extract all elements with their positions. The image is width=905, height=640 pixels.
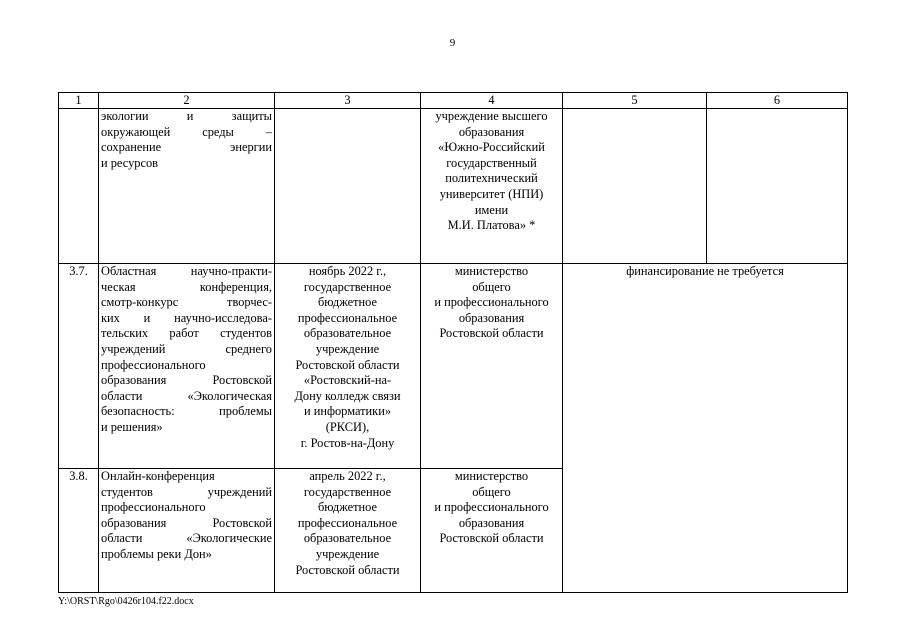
- text-line: общего: [472, 279, 511, 294]
- text-line: образования: [458, 124, 525, 139]
- text-line: Ростовской области: [439, 531, 544, 546]
- text-line: и ресурсов: [101, 155, 159, 170]
- text-line: политехнический: [445, 171, 538, 186]
- responsible-cell: [421, 469, 563, 593]
- text-line: и решения»: [101, 419, 163, 434]
- text-line: образования Ростовской: [101, 515, 272, 530]
- text-line: образования: [458, 515, 525, 530]
- events-table: [58, 92, 848, 593]
- col6-cell: [707, 109, 848, 264]
- text-line: ческая конференция,: [101, 279, 272, 294]
- text-line: учреждение: [315, 341, 380, 356]
- text-line: профессионального: [101, 500, 206, 515]
- number-cell: [59, 109, 99, 264]
- text-line: профессиональное: [297, 515, 398, 530]
- text-line: апрель 2022 г.,: [309, 469, 386, 483]
- text-line: профессиональное: [297, 310, 398, 325]
- text-line: бюджетное: [317, 295, 378, 310]
- text-line: образования Ростовской: [101, 373, 272, 388]
- text-line: окружающей среды –: [101, 124, 272, 139]
- header-cell: 6: [707, 93, 848, 109]
- text-line: государственный: [446, 155, 537, 170]
- file-path-footer: Y:\ORST\Rgo\0426r104.f22.docx: [58, 596, 194, 607]
- text-line: области «Экологические: [101, 531, 272, 546]
- responsible-cell: [421, 264, 563, 469]
- col5-cell: [563, 109, 707, 264]
- continuation-row: [59, 109, 848, 264]
- responsible-cell: [421, 109, 563, 264]
- text-line: Дону колледж связи: [294, 388, 401, 403]
- header-cell: 2: [99, 93, 275, 109]
- text-line: ких и научно-исследова-: [101, 310, 272, 325]
- text-line: Онлайн-конференция: [101, 469, 215, 483]
- text-line: общего: [472, 484, 511, 499]
- text-line: Ростовской области: [439, 326, 544, 341]
- text-line: образования: [458, 310, 525, 325]
- text-line: «Ростовский-на-: [303, 373, 392, 388]
- text-line: и профессионального: [434, 500, 549, 515]
- date-place-cell: [275, 469, 421, 593]
- row-number: 3.8.: [59, 469, 99, 593]
- text-line: студентов учреждений: [101, 484, 272, 499]
- text-line: (РКСИ),: [325, 419, 370, 434]
- row-number: 3.7.: [59, 264, 99, 469]
- header-row: [59, 93, 848, 109]
- text-line: профессионального: [101, 357, 206, 372]
- financing-text: финансирование не требуется: [626, 264, 784, 278]
- date-place-cell: [275, 264, 421, 469]
- header-cell: 4: [421, 93, 563, 109]
- header-cell: 1: [59, 93, 99, 109]
- date-place-cell: [275, 109, 421, 264]
- financing-cell: [563, 264, 848, 593]
- page-number: 9: [449, 37, 456, 49]
- text-line: имени: [474, 202, 509, 217]
- title-cell: [99, 469, 275, 593]
- table-row: [59, 264, 848, 469]
- text-line: и информатики»: [303, 404, 392, 419]
- text-line: «Южно-Российский: [438, 140, 545, 155]
- text-line: тельских работ студентов: [101, 326, 272, 341]
- text-line: и профессионального: [434, 295, 549, 310]
- text-line: министерство: [454, 264, 529, 278]
- text-line: учреждение: [315, 546, 380, 561]
- text-line: Ростовской области: [295, 357, 400, 372]
- text-line: министерство: [454, 469, 529, 483]
- text-line: Областная научно-практи-: [101, 264, 272, 278]
- text-line: М.И. Платова» *: [447, 218, 536, 233]
- text-line: учреждений среднего: [101, 341, 272, 356]
- text-line: образовательное: [303, 531, 392, 546]
- text-line: смотр-конкурс творчес-: [101, 295, 272, 310]
- text-line: университет (НПИ): [439, 186, 544, 201]
- text-line: г. Ростов-на-Дону: [300, 435, 395, 450]
- text-line: области «Экологическая: [101, 388, 272, 403]
- header-cell: 3: [275, 93, 421, 109]
- title-cell: [99, 264, 275, 469]
- text-line: безопасность: проблемы: [101, 404, 272, 419]
- text-line: государственное: [303, 484, 392, 499]
- text-line: ноябрь 2022 г.,: [308, 264, 387, 278]
- text-line: государственное: [303, 279, 392, 294]
- text-line: Ростовской области: [295, 562, 400, 577]
- text-line: образовательное: [303, 326, 392, 341]
- text-line: экологии и защиты: [101, 109, 272, 123]
- text-line: бюджетное: [317, 500, 378, 515]
- text-line: учреждение высшего: [435, 109, 548, 123]
- header-cell: 5: [563, 93, 707, 109]
- title-cell: [99, 109, 275, 264]
- text-line: сохранение энергии: [101, 140, 272, 155]
- text-line: проблемы реки Дон»: [101, 546, 212, 561]
